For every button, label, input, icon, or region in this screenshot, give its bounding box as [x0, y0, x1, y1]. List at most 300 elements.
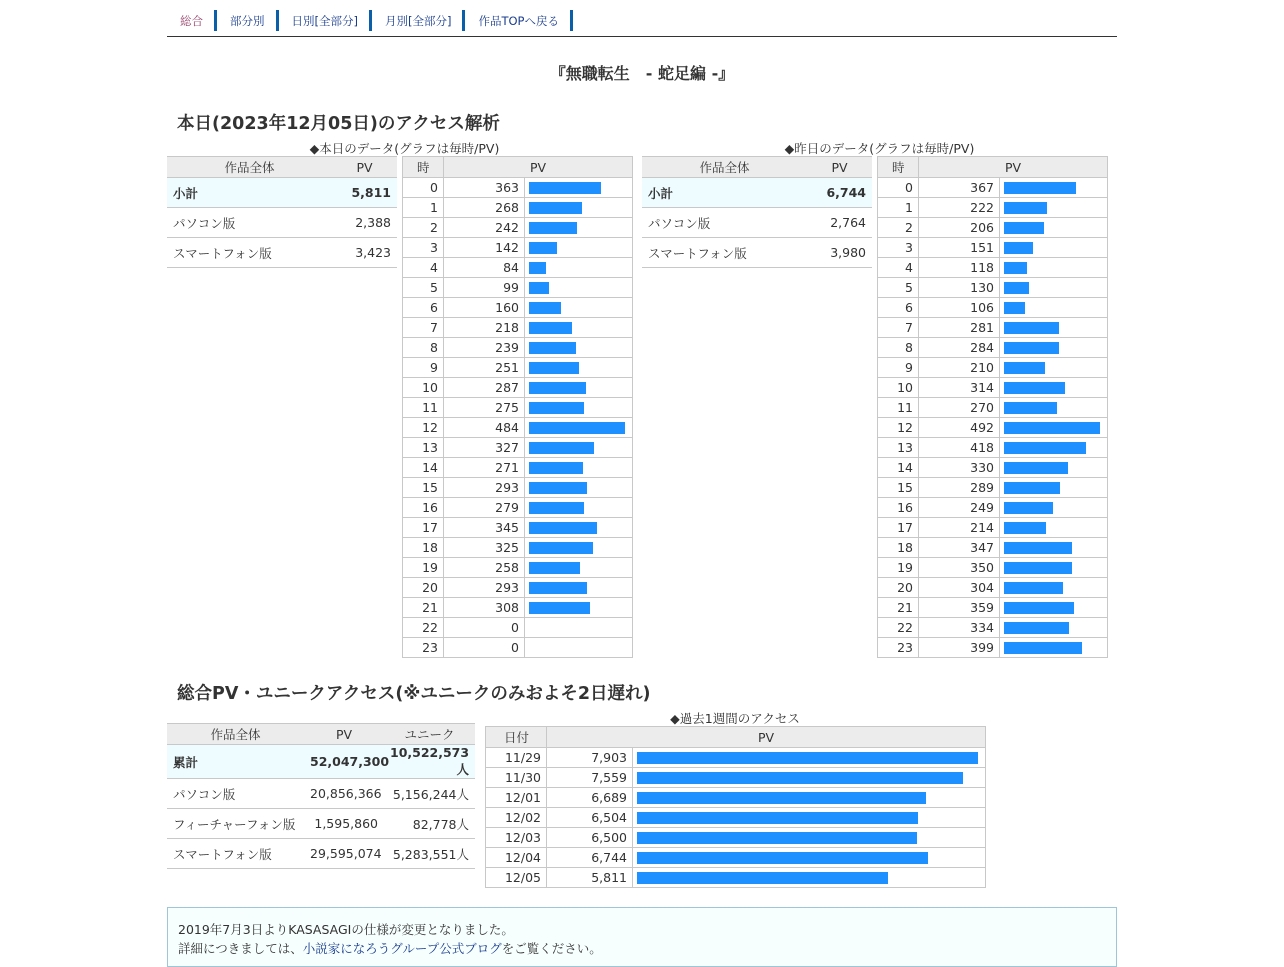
hour-row	[878, 578, 1108, 598]
hour-pv-bar	[1004, 642, 1082, 654]
hour-pv-value: 399	[919, 638, 1000, 658]
hour-label: 12	[878, 418, 919, 438]
summary-row-subtotal	[167, 178, 397, 208]
hour-label: 20	[878, 578, 919, 598]
week-pv-bar	[637, 772, 963, 784]
hour-bar-cell	[525, 238, 633, 258]
hour-pv-value: 287	[444, 378, 525, 398]
hour-label: 2	[403, 218, 444, 238]
hour-label: 9	[878, 358, 919, 378]
hour-pv-bar	[1004, 442, 1086, 454]
hour-bar-cell	[525, 398, 633, 418]
week-pv-bar	[637, 872, 888, 884]
hour-label: 10	[403, 378, 444, 398]
notice-line: 2019年7月3日よりKASASAGIの仕様が変更となりました。	[178, 922, 514, 937]
hour-pv-bar	[1004, 362, 1045, 374]
hour-row	[878, 178, 1108, 198]
hour-bar-cell	[1000, 438, 1108, 458]
total-header-pv: PV	[304, 724, 384, 745]
hour-row	[403, 538, 633, 558]
hour-row	[403, 298, 633, 318]
summary-header-work: 作品全体	[167, 157, 332, 178]
total-row-pc	[167, 779, 475, 809]
hour-row	[403, 338, 633, 358]
total-pv: 29,595,074	[304, 839, 384, 869]
hour-label: 1	[403, 198, 444, 218]
hour-label: 14	[403, 458, 444, 478]
week-row	[486, 828, 986, 848]
hour-row	[403, 638, 633, 658]
nav-item-monthly[interactable]: 月別[全部分]	[372, 10, 465, 31]
pv-header: PV	[547, 727, 986, 748]
hour-pv-bar	[1004, 402, 1057, 414]
hour-pv-bar	[1004, 602, 1074, 614]
hour-label: 13	[403, 438, 444, 458]
hour-label: 2	[878, 218, 919, 238]
week-bar-cell	[633, 828, 986, 848]
hour-pv-value: 367	[919, 178, 1000, 198]
hour-label: 23	[878, 638, 919, 658]
summary-value: 6,744	[807, 178, 872, 208]
hour-pv-value: 0	[444, 618, 525, 638]
hour-label: 6	[878, 298, 919, 318]
notice-text: をご覧ください。	[501, 941, 602, 956]
hour-pv-value: 289	[919, 478, 1000, 498]
hour-pv-bar	[1004, 582, 1063, 594]
hour-pv-bar	[529, 482, 587, 494]
week-pv-value: 6,689	[547, 788, 633, 808]
hour-label: 10	[878, 378, 919, 398]
summary-header-work: 作品全体	[642, 157, 807, 178]
hour-row	[403, 418, 633, 438]
hour-row	[403, 578, 633, 598]
hour-bar-cell	[1000, 238, 1108, 258]
hour-label: 8	[403, 338, 444, 358]
official-blog-link[interactable]: 小説家になろうグループ公式ブログ	[302, 941, 502, 956]
summary-label: パソコン版	[167, 208, 332, 238]
hour-pv-value: 284	[919, 338, 1000, 358]
hour-row	[878, 398, 1108, 418]
hour-pv-bar	[1004, 242, 1033, 254]
today-hourly-table	[402, 156, 633, 658]
hour-pv-value: 130	[919, 278, 1000, 298]
hour-label: 13	[878, 438, 919, 458]
yesterday-caption: ◆昨日のデータ(グラフは毎時/PV)	[784, 141, 975, 156]
weekly-table	[485, 726, 986, 888]
notice-box	[167, 907, 1117, 967]
hour-pv-bar	[1004, 482, 1060, 494]
hour-pv-value: 151	[919, 238, 1000, 258]
today-summary-table	[167, 156, 397, 268]
hour-pv-value: 418	[919, 438, 1000, 458]
hour-label: 0	[403, 178, 444, 198]
hour-label: 4	[403, 258, 444, 278]
hour-pv-value: 327	[444, 438, 525, 458]
hour-label: 17	[403, 518, 444, 538]
summary-header-pv: PV	[807, 157, 872, 178]
hour-row	[878, 638, 1108, 658]
hour-pv-bar	[529, 542, 593, 554]
hour-bar-cell	[525, 598, 633, 618]
total-label: スマートフォン版	[167, 839, 304, 869]
hour-label: 21	[878, 598, 919, 618]
hour-label: 5	[403, 278, 444, 298]
hour-bar-cell	[1000, 498, 1108, 518]
hour-row	[878, 258, 1108, 278]
hour-pv-bar	[529, 182, 601, 194]
hour-label: 3	[403, 238, 444, 258]
hour-bar-cell	[1000, 458, 1108, 478]
hour-pv-value: 214	[919, 518, 1000, 538]
hour-row	[403, 498, 633, 518]
hour-pv-bar	[529, 262, 546, 274]
hour-label: 16	[403, 498, 444, 518]
week-pv-bar	[637, 812, 918, 824]
hour-pv-bar	[1004, 282, 1029, 294]
work-title: 『無職転生 - 蛇足編 -』	[549, 64, 735, 83]
hour-bar-cell	[525, 378, 633, 398]
hour-pv-bar	[1004, 262, 1027, 274]
hour-row	[403, 318, 633, 338]
nav-list	[167, 10, 1117, 31]
week-pv-bar	[637, 852, 928, 864]
week-bar-cell	[633, 808, 986, 828]
hour-row	[878, 298, 1108, 318]
hour-row	[403, 358, 633, 378]
hour-label: 23	[403, 638, 444, 658]
hour-pv-bar	[529, 242, 557, 254]
hour-header: 時	[878, 157, 919, 178]
week-pv-value: 5,811	[547, 868, 633, 888]
hour-row	[403, 518, 633, 538]
hour-pv-value: 142	[444, 238, 525, 258]
hour-bar-cell	[525, 578, 633, 598]
total-pv: 1,595,860	[304, 809, 384, 839]
hour-pv-value: 251	[444, 358, 525, 378]
hour-row	[878, 378, 1108, 398]
hour-pv-value: 484	[444, 418, 525, 438]
week-pv-value: 6,504	[547, 808, 633, 828]
hour-label: 7	[403, 318, 444, 338]
hour-row	[878, 538, 1108, 558]
hour-row	[403, 278, 633, 298]
date-header: 日付	[486, 727, 547, 748]
hour-label: 9	[403, 358, 444, 378]
hour-pv-value: 160	[444, 298, 525, 318]
hour-label: 14	[878, 458, 919, 478]
total-unique: 82,778人	[384, 809, 475, 839]
total-unique: 10,522,573人	[384, 745, 475, 779]
summary-row-pc	[642, 208, 872, 238]
hour-pv-value: 363	[444, 178, 525, 198]
hour-label: 11	[878, 398, 919, 418]
hour-pv-value: 345	[444, 518, 525, 538]
hour-pv-bar	[1004, 382, 1065, 394]
hour-pv-value: 268	[444, 198, 525, 218]
hour-pv-bar	[529, 602, 590, 614]
hour-label: 6	[403, 298, 444, 318]
hour-bar-cell	[1000, 298, 1108, 318]
hour-pv-bar	[1004, 202, 1047, 214]
week-date: 12/02	[486, 808, 547, 828]
hour-pv-bar	[529, 522, 597, 534]
week-pv-bar	[637, 752, 978, 764]
nav-item-by-part[interactable]: 部分別	[217, 10, 279, 31]
hour-row	[403, 258, 633, 278]
week-bar-cell	[633, 848, 986, 868]
week-date: 12/01	[486, 788, 547, 808]
hour-row	[403, 458, 633, 478]
hour-pv-bar	[1004, 502, 1053, 514]
hour-pv-bar	[529, 282, 549, 294]
hour-bar-cell	[525, 638, 633, 658]
week-pv-bar	[637, 832, 917, 844]
hour-row	[403, 478, 633, 498]
hour-pv-value: 281	[919, 318, 1000, 338]
hour-pv-bar	[1004, 622, 1069, 634]
hour-pv-value: 0	[444, 638, 525, 658]
hour-row	[878, 338, 1108, 358]
today-heading: 本日(2023年12月05日)のアクセス解析	[177, 114, 500, 134]
hour-bar-cell	[1000, 258, 1108, 278]
week-pv-value: 6,500	[547, 828, 633, 848]
hour-row	[403, 218, 633, 238]
hour-pv-bar	[1004, 542, 1072, 554]
total-row-featurephone	[167, 809, 475, 839]
hour-bar-cell	[1000, 178, 1108, 198]
hour-pv-value: 275	[444, 398, 525, 418]
summary-value: 5,811	[332, 178, 397, 208]
nav-item-overall[interactable]: 総合	[167, 10, 217, 31]
hour-row	[878, 478, 1108, 498]
week-date: 12/04	[486, 848, 547, 868]
summary-row-smartphone	[642, 238, 872, 268]
top-nav	[167, 10, 1117, 37]
nav-item-back-to-top[interactable]: 作品TOPへ戻る	[465, 10, 573, 31]
summary-header-pv: PV	[332, 157, 397, 178]
hour-row	[878, 438, 1108, 458]
hour-row	[878, 518, 1108, 538]
hour-row	[878, 598, 1108, 618]
hour-pv-value: 258	[444, 558, 525, 578]
total-unique: 5,283,551人	[384, 839, 475, 869]
hour-row	[403, 598, 633, 618]
summary-row-subtotal	[642, 178, 872, 208]
week-date: 11/29	[486, 748, 547, 768]
hour-pv-value: 239	[444, 338, 525, 358]
hour-label: 17	[878, 518, 919, 538]
hour-bar-cell	[525, 358, 633, 378]
summary-label: スマートフォン版	[167, 238, 332, 268]
hour-row	[403, 438, 633, 458]
pv-header: PV	[919, 157, 1108, 178]
total-summary-table	[167, 723, 475, 869]
summary-value: 3,980	[807, 238, 872, 268]
total-label: 累計	[167, 745, 304, 779]
summary-value: 2,388	[332, 208, 397, 238]
today-caption: ◆本日のデータ(グラフは毎時/PV)	[309, 141, 500, 156]
hour-pv-bar	[529, 462, 583, 474]
hour-bar-cell	[525, 558, 633, 578]
hour-label: 20	[403, 578, 444, 598]
total-header-work: 作品全体	[167, 724, 304, 745]
hour-row	[878, 318, 1108, 338]
hour-bar-cell	[1000, 638, 1108, 658]
hour-bar-cell	[525, 458, 633, 478]
hour-bar-cell	[525, 438, 633, 458]
hour-pv-bar	[529, 562, 580, 574]
hour-row	[403, 558, 633, 578]
pv-header: PV	[444, 157, 633, 178]
hour-label: 5	[878, 278, 919, 298]
hour-row	[878, 418, 1108, 438]
hour-bar-cell	[525, 478, 633, 498]
hour-pv-bar	[1004, 322, 1059, 334]
hour-pv-value: 271	[444, 458, 525, 478]
hour-pv-bar	[1004, 182, 1076, 194]
hour-label: 22	[403, 618, 444, 638]
hour-label: 7	[878, 318, 919, 338]
total-header-unique: ユニーク	[384, 724, 475, 745]
week-bar-cell	[633, 748, 986, 768]
hour-pv-value: 330	[919, 458, 1000, 478]
week-date: 12/05	[486, 868, 547, 888]
hour-label: 0	[878, 178, 919, 198]
summary-label: パソコン版	[642, 208, 807, 238]
hour-pv-value: 308	[444, 598, 525, 618]
hour-label: 11	[403, 398, 444, 418]
week-row	[486, 768, 986, 788]
hour-pv-bar	[529, 302, 561, 314]
hour-bar-cell	[1000, 578, 1108, 598]
summary-row-pc	[167, 208, 397, 238]
hour-bar-cell	[1000, 518, 1108, 538]
hour-pv-value: 106	[919, 298, 1000, 318]
hour-bar-cell	[525, 338, 633, 358]
hour-bar-cell	[525, 618, 633, 638]
hour-row	[878, 198, 1108, 218]
hour-label: 4	[878, 258, 919, 278]
summary-label: 小計	[167, 178, 332, 208]
hour-row	[403, 378, 633, 398]
week-pv-value: 7,559	[547, 768, 633, 788]
hour-label: 12	[403, 418, 444, 438]
hour-bar-cell	[525, 318, 633, 338]
hour-row	[878, 218, 1108, 238]
hour-bar-cell	[525, 218, 633, 238]
week-row	[486, 848, 986, 868]
week-pv-bar	[637, 792, 926, 804]
total-pv: 52,047,300	[304, 745, 384, 779]
hour-pv-bar	[529, 382, 586, 394]
hour-pv-value: 350	[919, 558, 1000, 578]
week-date: 12/03	[486, 828, 547, 848]
hour-pv-bar	[529, 322, 572, 334]
hour-row	[878, 498, 1108, 518]
hour-pv-value: 325	[444, 538, 525, 558]
hour-bar-cell	[1000, 198, 1108, 218]
hour-row	[403, 198, 633, 218]
week-row	[486, 808, 986, 828]
hour-label: 3	[878, 238, 919, 258]
hour-bar-cell	[525, 538, 633, 558]
hour-pv-bar	[1004, 462, 1068, 474]
hour-label: 15	[878, 478, 919, 498]
hour-pv-value: 249	[919, 498, 1000, 518]
week-row	[486, 868, 986, 888]
total-row-cumulative	[167, 745, 475, 779]
nav-item-daily[interactable]: 日別[全部分]	[279, 10, 372, 31]
hour-pv-bar	[529, 422, 625, 434]
week-pv-value: 6,744	[547, 848, 633, 868]
hour-pv-value: 304	[919, 578, 1000, 598]
hour-bar-cell	[1000, 538, 1108, 558]
hour-bar-cell	[1000, 278, 1108, 298]
hour-pv-bar	[529, 502, 584, 514]
hour-row	[878, 558, 1108, 578]
hour-row	[878, 238, 1108, 258]
hour-bar-cell	[525, 518, 633, 538]
hour-pv-bar	[529, 442, 594, 454]
hour-bar-cell	[1000, 338, 1108, 358]
hour-bar-cell	[525, 178, 633, 198]
hour-label: 15	[403, 478, 444, 498]
hour-row	[403, 238, 633, 258]
hour-pv-value: 347	[919, 538, 1000, 558]
hour-pv-value: 293	[444, 578, 525, 598]
total-row-smartphone	[167, 839, 475, 869]
summary-value: 3,423	[332, 238, 397, 268]
week-pv-value: 7,903	[547, 748, 633, 768]
summary-label: 小計	[642, 178, 807, 208]
yesterday-summary-table	[642, 156, 872, 268]
hour-pv-value: 222	[919, 198, 1000, 218]
hour-pv-bar	[1004, 342, 1059, 354]
hour-pv-value: 314	[919, 378, 1000, 398]
week-row	[486, 748, 986, 768]
hour-pv-value: 293	[444, 478, 525, 498]
hour-pv-value: 99	[444, 278, 525, 298]
hour-bar-cell	[1000, 218, 1108, 238]
hour-bar-cell	[1000, 398, 1108, 418]
summary-label: スマートフォン版	[642, 238, 807, 268]
notice-line	[178, 939, 1106, 958]
hour-pv-value: 118	[919, 258, 1000, 278]
hour-pv-value: 279	[444, 498, 525, 518]
summary-row-smartphone	[167, 238, 397, 268]
hour-pv-bar	[529, 362, 579, 374]
hour-label: 22	[878, 618, 919, 638]
hour-pv-value: 492	[919, 418, 1000, 438]
hour-label: 19	[878, 558, 919, 578]
hour-bar-cell	[1000, 318, 1108, 338]
week-row	[486, 788, 986, 808]
hour-row	[878, 278, 1108, 298]
hour-row	[878, 618, 1108, 638]
total-label: フィーチャーフォン版	[167, 809, 304, 839]
hour-bar-cell	[525, 298, 633, 318]
yesterday-hourly-table	[877, 156, 1108, 658]
hour-bar-cell	[525, 198, 633, 218]
hour-pv-bar	[1004, 222, 1044, 234]
hour-bar-cell	[1000, 378, 1108, 398]
hour-pv-value: 270	[919, 398, 1000, 418]
hour-pv-value: 334	[919, 618, 1000, 638]
hour-pv-bar	[529, 222, 577, 234]
hour-pv-bar	[1004, 302, 1025, 314]
hour-row	[403, 398, 633, 418]
hour-label: 16	[878, 498, 919, 518]
